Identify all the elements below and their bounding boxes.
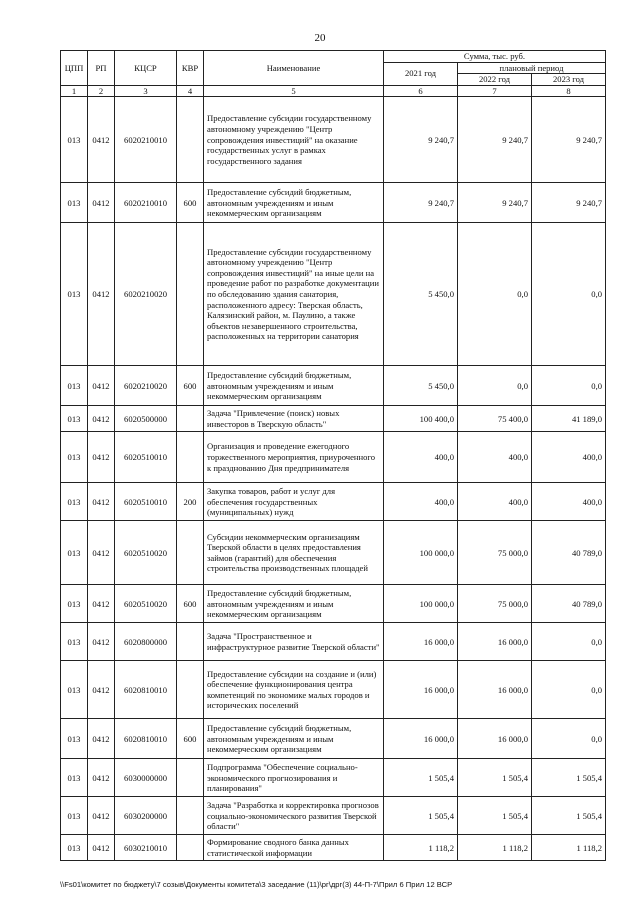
table-row [61, 623, 606, 661]
cell-2023: 0,0 [532, 366, 606, 406]
cell-kvr [177, 223, 204, 366]
cell-kvr: 600 [177, 719, 204, 759]
cell-kcsr: 6020210020 [115, 366, 177, 406]
cell-gpp: 013 [61, 835, 88, 861]
cell-kvr: 600 [177, 183, 204, 223]
cell-gpp: 013 [61, 483, 88, 521]
cell-2022: 400,0 [458, 483, 532, 521]
cell-kvr: 600 [177, 366, 204, 406]
cell-name: Организация и проведение ежегодного торжественного мероприятия, приуроченного к празднованию Дня предпринимателя [204, 432, 384, 483]
cell-name: Подпрограмма "Обеспечение социально-экономического прогнозирования и планирования" [204, 759, 384, 797]
header-num: 2 [88, 85, 115, 97]
cell-2022: 0,0 [458, 366, 532, 406]
cell-gpp: 013 [61, 97, 88, 183]
cell-name: Задача "Разработка и корректировка прогнозов социально-экономического развития Тверской области" [204, 797, 384, 835]
cell-2022: 16 000,0 [458, 719, 532, 759]
table-row [61, 661, 606, 719]
cell-kcsr: 6020510010 [115, 483, 177, 521]
cell-2021: 400,0 [384, 432, 458, 483]
table-row [61, 585, 606, 623]
cell-2021: 9 240,7 [384, 183, 458, 223]
cell-rp: 0412 [88, 719, 115, 759]
cell-name: Субсидии некоммерческим организациям Тверской области в целях предоставления займов (гарантий) для обеспечения строительства производственных площадей [204, 521, 384, 585]
header-plan-period: плановый период [458, 62, 606, 74]
cell-2021: 16 000,0 [384, 719, 458, 759]
header-year-2022: 2022 год [458, 74, 532, 86]
cell-kvr [177, 661, 204, 719]
cell-gpp: 013 [61, 623, 88, 661]
cell-kvr [177, 406, 204, 432]
cell-rp: 0412 [88, 183, 115, 223]
cell-2022: 1 505,4 [458, 797, 532, 835]
header-kcsr: КЦСР [115, 51, 177, 86]
header-gpp: ЦПП [61, 51, 88, 86]
cell-2021: 400,0 [384, 483, 458, 521]
header-num: 1 [61, 85, 88, 97]
header-year-2023: 2023 год [532, 74, 606, 86]
cell-2023: 0,0 [532, 223, 606, 366]
cell-2023: 40 789,0 [532, 585, 606, 623]
table-row [61, 759, 606, 797]
cell-kvr [177, 521, 204, 585]
cell-kcsr: 6020510020 [115, 585, 177, 623]
cell-rp: 0412 [88, 223, 115, 366]
cell-2022: 16 000,0 [458, 623, 532, 661]
cell-name: Закупка товаров, работ и услуг для обеспечения государственных (муниципальных) нужд [204, 483, 384, 521]
cell-rp: 0412 [88, 406, 115, 432]
header-rp: РП [88, 51, 115, 86]
cell-rp: 0412 [88, 483, 115, 521]
table-row [61, 183, 606, 223]
cell-gpp: 013 [61, 661, 88, 719]
cell-name: Предоставление субсидии на создание и (или) обеспечение функционирования центра компетенций по экономике малых городов и исторических поселений [204, 661, 384, 719]
cell-name: Задача "Привлечение (поиск) новых инвесторов в Тверскую область" [204, 406, 384, 432]
cell-rp: 0412 [88, 585, 115, 623]
cell-kcsr: 6020810010 [115, 661, 177, 719]
cell-2021: 100 000,0 [384, 521, 458, 585]
cell-2021: 5 450,0 [384, 366, 458, 406]
cell-kcsr: 6020210010 [115, 183, 177, 223]
table-row [61, 97, 606, 183]
cell-2023: 1 118,2 [532, 835, 606, 861]
cell-gpp: 013 [61, 406, 88, 432]
table-row [61, 483, 606, 521]
cell-kvr [177, 797, 204, 835]
cell-kvr: 200 [177, 483, 204, 521]
cell-name: Предоставление субсидии государственному автономному учреждению "Центр сопровождения инвестиций" на иные цели на проведение работ по разработке документации по обследованию здания санатория, расположенного адресу: Тверская область, Калязинский район, м. Паулино, а также объектов незавершенного строительства, расположенных на территории санатория [204, 223, 384, 366]
header-name: Наименование [204, 51, 384, 86]
cell-2022: 16 000,0 [458, 661, 532, 719]
budget-table [60, 50, 606, 861]
cell-2021: 100 400,0 [384, 406, 458, 432]
cell-kcsr: 6020800000 [115, 623, 177, 661]
cell-2022: 400,0 [458, 432, 532, 483]
header-year-2021: 2021 год [384, 62, 458, 85]
cell-2022: 0,0 [458, 223, 532, 366]
cell-2021: 16 000,0 [384, 661, 458, 719]
cell-name: Предоставление субсидий бюджетным, автономным учреждениям и иным некоммерческим организациям [204, 366, 384, 406]
cell-2022: 9 240,7 [458, 183, 532, 223]
cell-kcsr: 6030000000 [115, 759, 177, 797]
cell-2023: 1 505,4 [532, 759, 606, 797]
cell-rp: 0412 [88, 759, 115, 797]
cell-2021: 16 000,0 [384, 623, 458, 661]
cell-kcsr: 6020510020 [115, 521, 177, 585]
header-num: 3 [115, 85, 177, 97]
table-row [61, 719, 606, 759]
cell-2023: 400,0 [532, 483, 606, 521]
cell-kcsr: 6020810010 [115, 719, 177, 759]
cell-kcsr: 6030210010 [115, 835, 177, 861]
cell-rp: 0412 [88, 835, 115, 861]
cell-2023: 0,0 [532, 661, 606, 719]
cell-kvr [177, 835, 204, 861]
cell-gpp: 013 [61, 366, 88, 406]
cell-name: Задача "Пространственное и инфраструктурное развитие Тверской области" [204, 623, 384, 661]
cell-2022: 75 000,0 [458, 585, 532, 623]
cell-2021: 5 450,0 [384, 223, 458, 366]
cell-kvr [177, 97, 204, 183]
cell-gpp: 013 [61, 183, 88, 223]
cell-gpp: 013 [61, 521, 88, 585]
table-row [61, 366, 606, 406]
cell-2021: 9 240,7 [384, 97, 458, 183]
cell-name: Предоставление субсидий бюджетным, автономным учреждениям и иным некоммерческим организациям [204, 183, 384, 223]
header-num: 7 [458, 85, 532, 97]
cell-2022: 75 400,0 [458, 406, 532, 432]
cell-rp: 0412 [88, 797, 115, 835]
cell-rp: 0412 [88, 521, 115, 585]
cell-name: Предоставление субсидий бюджетным, автономным учреждениям и иным некоммерческим организациям [204, 719, 384, 759]
cell-2021: 1 505,4 [384, 797, 458, 835]
cell-2023: 9 240,7 [532, 97, 606, 183]
table-row [61, 521, 606, 585]
cell-rp: 0412 [88, 623, 115, 661]
cell-kcsr: 6020210020 [115, 223, 177, 366]
cell-rp: 0412 [88, 97, 115, 183]
header-num: 6 [384, 85, 458, 97]
cell-gpp: 013 [61, 223, 88, 366]
table-row [61, 835, 606, 861]
table-row [61, 223, 606, 366]
cell-gpp: 013 [61, 719, 88, 759]
header-sum-title: Сумма, тыс. руб. [384, 51, 606, 63]
cell-2023: 41 189,0 [532, 406, 606, 432]
cell-gpp: 013 [61, 585, 88, 623]
document-path-footer: \\Fs01\комитет по бюджету\7 созыв\Документы комитета\3 заседание (11)\рг\дрг(3) 44-П-7\Прил 6 Прил 12 ВСР [60, 880, 453, 889]
cell-name: Формирование сводного банка данных статистической информации [204, 835, 384, 861]
header-kvr: КВР [177, 51, 204, 86]
cell-kvr [177, 759, 204, 797]
header-num: 4 [177, 85, 204, 97]
cell-2023: 40 789,0 [532, 521, 606, 585]
cell-kcsr: 6030200000 [115, 797, 177, 835]
cell-kvr [177, 623, 204, 661]
page-number: 20 [314, 32, 326, 44]
cell-2023: 1 505,4 [532, 797, 606, 835]
cell-2023: 0,0 [532, 719, 606, 759]
cell-kvr: 600 [177, 585, 204, 623]
cell-2023: 9 240,7 [532, 183, 606, 223]
cell-name: Предоставление субсидии государственному автономному учреждению "Центр сопровождения инвестиций" на оказание государственных услуг в рамках государственного задания [204, 97, 384, 183]
cell-2022: 9 240,7 [458, 97, 532, 183]
header-num: 5 [204, 85, 384, 97]
cell-2021: 1 505,4 [384, 759, 458, 797]
cell-kcsr: 6020210010 [115, 97, 177, 183]
cell-kcsr: 6020500000 [115, 406, 177, 432]
cell-2022: 75 000,0 [458, 521, 532, 585]
cell-gpp: 013 [61, 797, 88, 835]
cell-2021: 100 000,0 [384, 585, 458, 623]
cell-name: Предоставление субсидий бюджетным, автономным учреждениям и иным некоммерческим организациям [204, 585, 384, 623]
cell-2022: 1 118,2 [458, 835, 532, 861]
cell-kcsr: 6020510010 [115, 432, 177, 483]
cell-rp: 0412 [88, 661, 115, 719]
header-num: 8 [532, 85, 606, 97]
cell-2021: 1 118,2 [384, 835, 458, 861]
table-row [61, 406, 606, 432]
cell-2023: 0,0 [532, 623, 606, 661]
cell-gpp: 013 [61, 432, 88, 483]
cell-rp: 0412 [88, 432, 115, 483]
cell-kvr [177, 432, 204, 483]
cell-rp: 0412 [88, 366, 115, 406]
table-row [61, 797, 606, 835]
cell-gpp: 013 [61, 759, 88, 797]
cell-2022: 1 505,4 [458, 759, 532, 797]
table-row [61, 432, 606, 483]
cell-2023: 400,0 [532, 432, 606, 483]
